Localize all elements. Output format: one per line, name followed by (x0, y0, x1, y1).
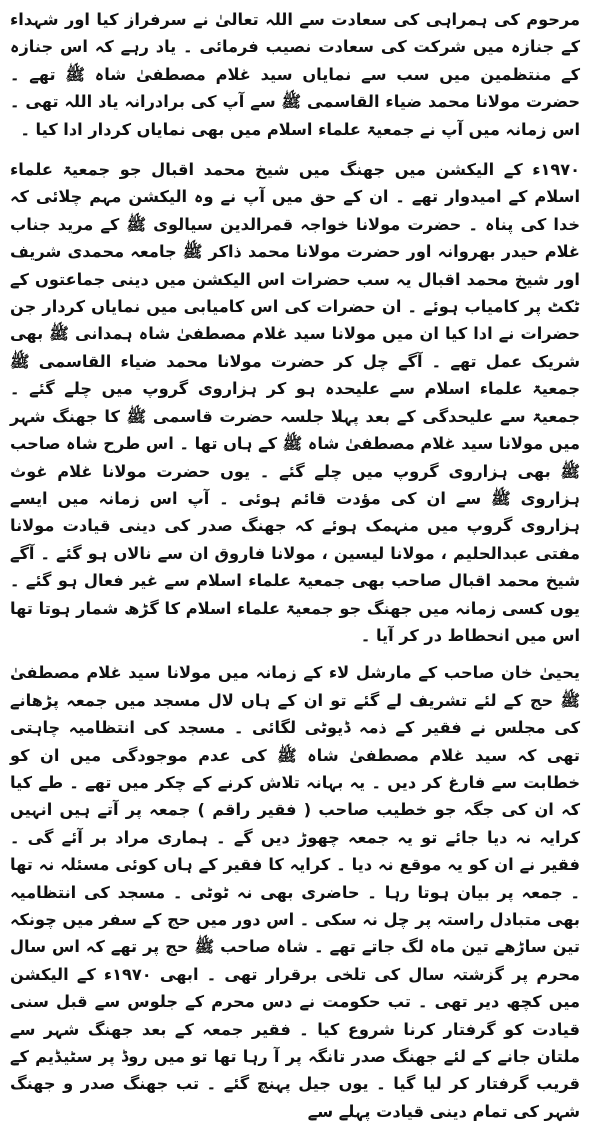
paragraph-gap (10, 649, 580, 659)
paragraph-gap (10, 143, 580, 156)
paragraph-1: مرحوم کی ہمراہی کی سعادت سے اللہ تعالیٰ نے سرفراز کیا اور شہداء کے جنازہ میں شرکت کی سعادت نصیب فرمائی ۔ یاد رہے کہ اس جنازہ کے منتظمین میں سب سے نمایاں سید غلام مصطفیٰ شاہ ﷺ تھے ۔ حضرت مولانا محمد ضیاء القاسمی ﷺ سے آپ کی برادرانہ یاد اللہ تھی ۔ اس زمانہ میں آپ نے جمعیۃ علماء اسلام میں بھی نمایاں کردار ادا کیا ۔ (10, 10, 580, 139)
paragraph-2: ۱۹۷۰ء کے الیکشن میں جھنگ میں شیخ محمد اقبال جو جمعیۃ علماء اسلام کے امیدوار تھے ۔ ان کے حق میں آپ نے وہ الیکشن مہم چلائی کہ خدا کی پناہ ۔ حضرت مولانا خواجہ قمرالدین سیالوی ﷺ کے مرید جناب غلام حیدر بھروانہ اور حضرت مولانا محمد ذاکر ﷺ جامعہ محمدی شریف اور شیخ محمد اقبال یہ سب حضرات اس الیکشن میں دینی جماعتوں کے ٹکٹ پر کامیاب ہوئے ۔ ان حضرات کی اس کامیابی میں نمایاں کردار جن حضرات نے ادا کیا ان میں مولانا سید غلام مصطفیٰ شاہ ہمدانی ﷺ بھی شریک عمل تھے ۔ آگے چل کر حضرت مولانا محمد ضیاء القاسمی ﷺ جمعیۃ علماء اسلام سے علیحدہ ہو کر ہزاروی گروپ میں چلے گئے ۔ جمعیۃ سے علیحدگی کے بعد پہلا جلسہ حضرت قاسمی ﷺ کا جھنگ شہر میں مولانا سید غلام مصطفیٰ شاہ ﷺ کے ہاں تھا ۔ اس طرح شاہ صاحب ﷺ بھی ہزاروی گروپ میں چلے گئے ۔ یوں حضرت مولانا غلام غوث ہزاروی ﷺ سے ان کی مؤدت قائم ہوئی ۔ آپ اس زمانہ میں ایسے ہزاروی گروپ میں منہمک ہوئے کہ جھنگ صدر کی دینی قیادت مولانا مفتی عبدالحلیم ، مولانا لیسین ، مولانا فاروق ان سے نالاں ہو گئے ۔ آگے شیخ محمد اقبال صاحب بھی جمعیۃ علماء اسلام سے غیر فعال ہو گئے ۔ یوں کسی زمانہ میں جھنگ جو جمعیۃ علماء اسلام کا گڑھ شمار ہوتا تھا اس میں انحطاط در کر آیا ۔ (10, 160, 580, 645)
paragraph-3: یحییٰ خان صاحب کے مارشل لاء کے زمانہ میں مولانا سید غلام مصطفیٰ ﷺ حج کے لئے تشریف لے گئے تو ان کے ہاں لال مسجد میں جمعہ پڑھانے کی مجلس نے فقیر کے ذمہ ڈیوٹی لگائی ۔ مسجد کی انتظامیہ چاہتی تھی کہ سید غلام مصطفیٰ شاہ ﷺ کی عدم موجودگی میں ان کو خطابت سے فارغ کر دیں ۔ یہ بہانہ تلاش کرنے کے چکر میں تھے ۔ طے کیا کہ ان کی جگہ جو خطیب صاحب ( فقیر راقم ) جمعہ پر آتے ہیں انہیں کرایہ نہ دیا جائے تو یہ جمعہ چھوڑ دیں گے ۔ ہماری مراد بر آئے گی ۔ فقیر نے ان کو یہ موقع نہ دیا ۔ کرایہ کا فقیر کے ہاں کوئی مسئلہ نہ تھا ۔ جمعہ پر بیان ہوتا رہا ۔ حاضری بھی نہ ٹوٹی ۔ مسجد کی انتظامیہ بھی متبادل راستہ پر چل نہ سکی ۔ اس دور میں حج کے سفر میں چونکہ تین ساڑھے تین ماہ لگ جاتے تھے ۔ شاہ صاحب ﷺ حج پر تھے کہ اس سال محرم پر گزشتہ سال کی تلخی برقرار تھی ۔ ابھی ۱۹۷۰ء کے الیکشن میں کچھ دیر تھی ۔ تب حکومت نے دس محرم کے جلوس سے قبل سنی قیادت کو گرفتار کرنا شروع کیا ۔ فقیر جمعہ کے بعد جھنگ شہر سے ملتان جانے کے لئے جھنگ صدر تانگہ پر آ رہا تھا تو میں روڈ پر سٹیڈیم کے قریب گرفتار کر لیا گیا ۔ یوں جیل پہنچ گئے ۔ تب جھنگ صدر و جھنگ شہر کی تمام دینی قیادت پہلے سے (10, 663, 581, 1121)
